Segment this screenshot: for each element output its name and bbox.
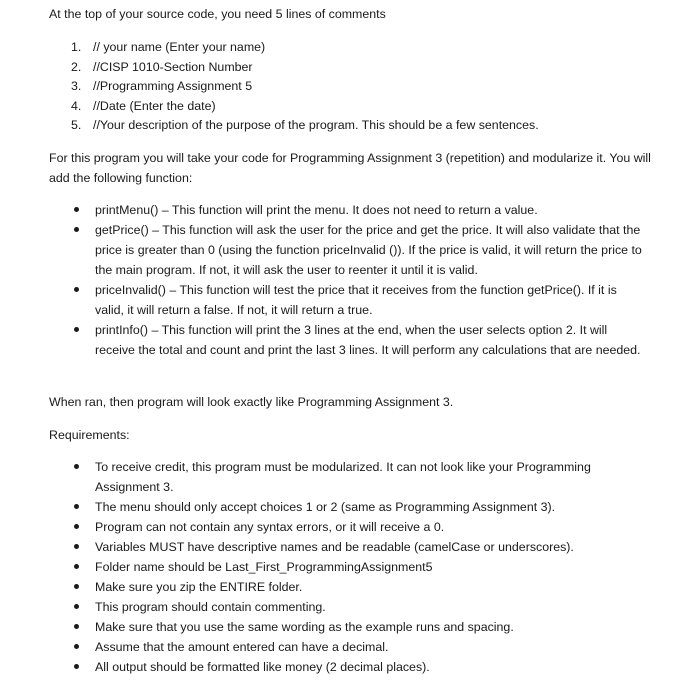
list-item-text: printMenu() – This function will print the menu. It does not need to return a value. <box>95 203 538 217</box>
list-item <box>49 116 539 136</box>
comment-lines-list <box>49 38 539 136</box>
bullet-icon <box>74 287 79 292</box>
list-number: 1. <box>71 40 82 54</box>
list-item-text: Make sure that you use the same wording as the example runs and spacing. <box>95 620 514 634</box>
list-item-text: //Date (Enter the date) <box>93 98 216 113</box>
list-item <box>49 200 643 220</box>
program-description-paragraph: For this program you will take your code for Programming Assignment 3 (repetition) and modularize it. You will add the following function: <box>49 151 651 185</box>
requirements-list <box>49 457 643 677</box>
list-item-text: To receive credit, this program must be modularized. It can not look like your Programming Assignment 3. <box>95 460 591 494</box>
when-ran-paragraph: When ran, then program will look exactly like Programming Assignment 3. <box>49 395 454 409</box>
bullet-icon <box>74 207 79 212</box>
bullet-icon <box>74 544 79 549</box>
list-item <box>49 657 643 677</box>
list-item-text: // your name (Enter your name) <box>93 40 266 54</box>
list-item-text: //Programming Assignment 5 <box>93 79 253 94</box>
list-item <box>49 597 643 617</box>
functions-list <box>49 200 643 360</box>
list-number: 4. <box>71 98 82 113</box>
list-item-text: Program can not contain any syntax errors, or it will receive a 0. <box>95 520 445 534</box>
bullet-icon <box>74 227 79 232</box>
list-item <box>49 537 643 557</box>
bullet-icon <box>74 464 79 469</box>
list-item <box>49 320 643 360</box>
list-item-text: Variables MUST have descriptive names and be readable (camelCase or underscores). <box>95 540 574 554</box>
intro-paragraph: At the top of your source code, you need 5 lines of comments <box>49 7 386 21</box>
list-item <box>49 637 643 657</box>
list-number: 5. <box>71 118 82 133</box>
list-item <box>49 577 643 597</box>
bullet-icon <box>74 504 79 509</box>
list-item <box>49 557 643 577</box>
list-item <box>49 77 539 97</box>
list-item <box>49 97 539 117</box>
list-item-text: This program should contain commenting. <box>95 600 326 614</box>
list-item-text: Assume that the amount entered can have a decimal. <box>95 640 389 654</box>
bullet-icon <box>74 564 79 569</box>
bullet-icon <box>74 604 79 609</box>
bullet-icon <box>74 524 79 529</box>
list-item-text: Make sure you zip the ENTIRE folder. <box>95 580 303 594</box>
list-item <box>49 617 643 637</box>
bullet-icon <box>74 644 79 649</box>
list-number: 3. <box>71 79 82 94</box>
list-item-text: printInfo() – This function will print the 3 lines at the end, when the user selects option 2. It will receive the total and count and print the last 3 lines. It will perform any calculations that are needed. <box>95 323 641 357</box>
list-number: 2. <box>71 59 82 74</box>
list-item-text: //CISP 1010-Section Number <box>93 59 253 74</box>
list-item-text: Folder name should be Last_First_ProgrammingAssignment5 <box>95 560 433 574</box>
list-item <box>49 38 539 58</box>
list-item-text: The menu should only accept choices 1 or 2 (same as Programming Assignment 3). <box>95 500 556 514</box>
list-item <box>49 457 643 497</box>
bullet-icon <box>74 624 79 629</box>
list-item <box>49 517 643 537</box>
list-item <box>49 280 643 320</box>
list-item-text: getPrice() – This function will ask the user for the price and get the price. It will also validate that the price is greater than 0 (using the function priceInvalid ()). If the price is valid, it will return the price to the main program. If not, it will ask the user to reenter it until it is valid. <box>95 223 642 277</box>
bullet-icon <box>74 327 79 332</box>
requirements-heading: Requirements: <box>49 428 130 442</box>
list-item <box>49 497 643 517</box>
list-item-text: //Your description of the purpose of the program. This should be a few sentences. <box>93 118 539 133</box>
list-item-text: priceInvalid() – This function will test the price that it receives from the function getPrice(). If it is valid, it will return a false. If not, it will return a true. <box>95 283 617 317</box>
list-item-text: All output should be formatted like money (2 decimal places). <box>95 660 430 674</box>
bullet-icon <box>74 664 79 669</box>
list-item <box>49 220 643 280</box>
bullet-icon <box>74 584 79 589</box>
list-item <box>49 58 539 78</box>
